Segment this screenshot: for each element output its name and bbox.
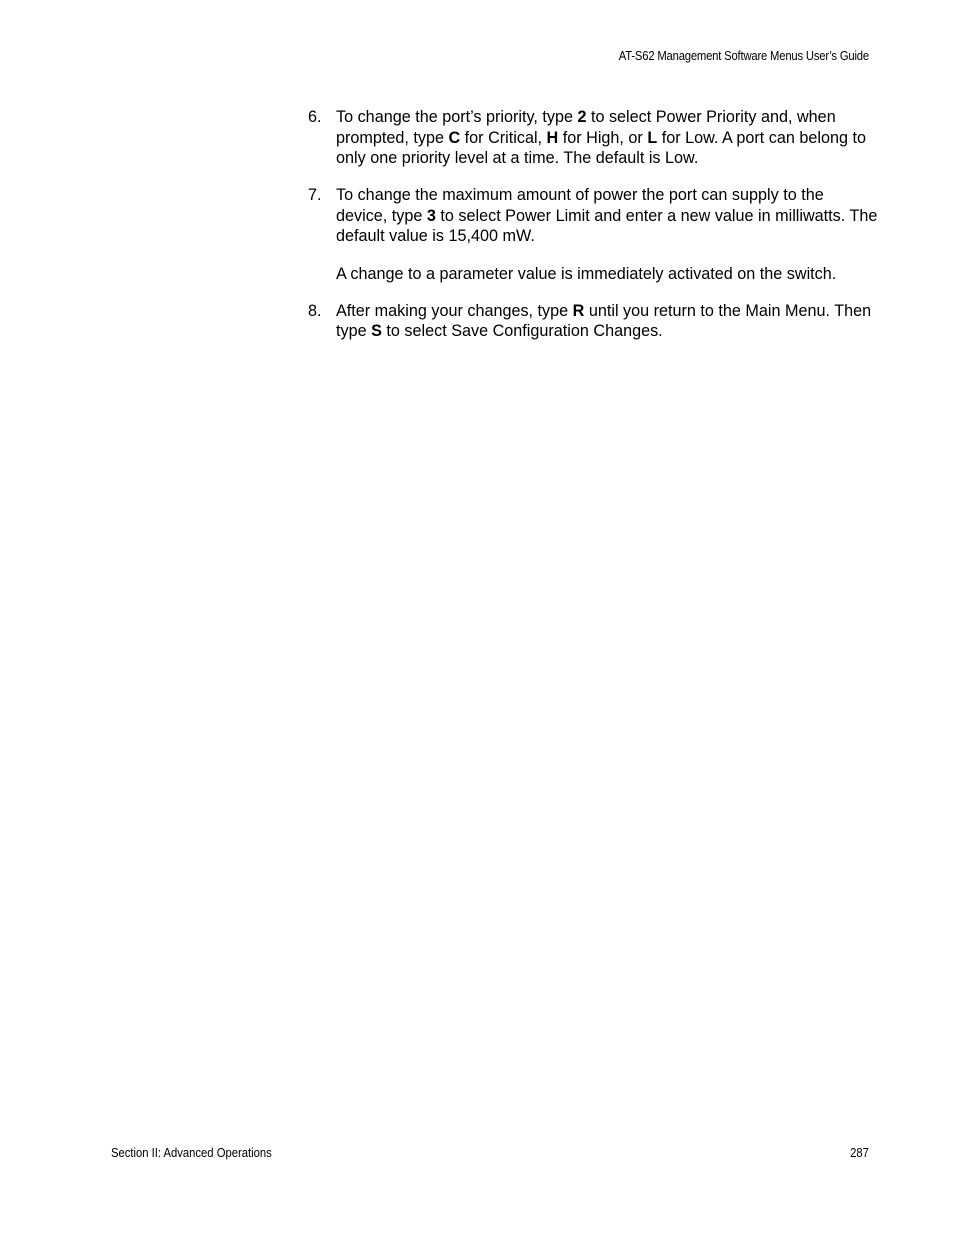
step-text-run: After making your changes, type — [336, 301, 573, 320]
key-c: C — [448, 128, 461, 147]
step-text-run: for Critical, — [460, 128, 547, 147]
step-text — [336, 107, 878, 169]
step-text-run: To change the port’s priority, type — [336, 108, 578, 126]
step-number: 6. — [308, 108, 322, 126]
step-number: 8. — [308, 301, 322, 320]
footer-section-title: Section II: Advanced Operations — [111, 1146, 272, 1160]
key-r: R — [572, 301, 585, 320]
page-number: 287 — [850, 1146, 869, 1160]
key-3: 3 — [426, 206, 436, 225]
step-text — [336, 185, 878, 247]
key-s: S — [371, 322, 382, 341]
step-text-run: for Low. A port can belong to only one priority level at a time. The default is Low. — [336, 128, 867, 168]
step-6 — [308, 107, 878, 169]
step-text-run: to select Power Limit and enter a new value in milliwatts. The default value is 15,400 mW. — [336, 206, 878, 246]
step-7-note: A change to a parameter value is immediately activated on the switch. — [336, 264, 837, 283]
step-text-run: to select Save Configuration Changes. — [381, 322, 663, 341]
step-text-run: to select Power Priority and, when prompted, type — [336, 108, 836, 147]
step-text — [336, 301, 878, 342]
key-h: H — [546, 128, 559, 147]
running-header: AT-S62 Management Software Menus User’s Guide — [618, 49, 869, 63]
step-number: 7. — [308, 186, 322, 205]
key-2: 2 — [577, 108, 587, 126]
step-8 — [308, 301, 878, 342]
step-text-run: until you return to the Main Menu. Then type — [336, 301, 872, 341]
step-text-run: for High, or — [558, 128, 648, 147]
step-text-run: To change the maximum amount of power the port can supply to the device, type — [336, 186, 824, 225]
key-l: L — [647, 128, 658, 147]
step-7 — [308, 185, 878, 247]
procedure-steps — [308, 107, 878, 358]
